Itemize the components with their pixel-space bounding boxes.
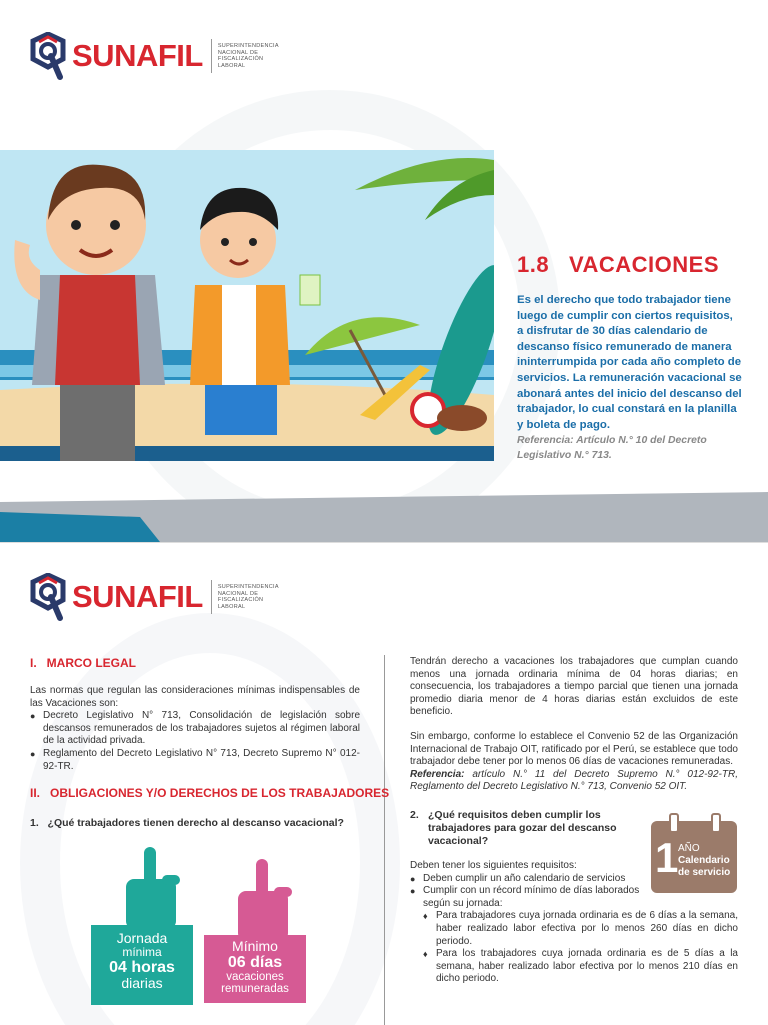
marco-intro: Las normas que regulan las consideraciones mínimas indispensables de las Vacaciones son: — [30, 685, 360, 709]
question-2: 2. ¿Qué requisitos deben cumplir los trabajadores para gozar del descanso vacacional? — [410, 809, 617, 847]
calendar-badge: 1 AÑO Calendario de servicio — [651, 821, 737, 893]
column-divider — [384, 655, 385, 1025]
right-paragraph-2: Sin embargo, conforme lo establece el Convenio 52 de las Organización Internacional de Trabajo OIT, ratificado por el Perú, se establece que todo trabajador debe tener por lo menos 06 días de vacaciones remuneradas. Referencia: artículo N.° 11 del Decreto Supremo N.° 012-92-TR, Reglamento del Decreto Legislativo N.° 713, Convenio 52 OIT. — [410, 731, 738, 793]
list-item: ♦ Para los trabajadores cuya jornada ordinaria es de 5 días a la semana, haber realizado labor efectiva por lo menos 210 días en dicho periodo. — [423, 948, 738, 986]
minimo-card: Mínimo 06 días vacaciones remuneradas — [204, 935, 306, 1003]
page-marco-legal — [0, 542, 768, 1025]
section-heading — [517, 252, 719, 278]
brand-subtitle: SUPERINTENDENCIA NACIONAL DE FISCALIZACIÓN LABORAL — [217, 584, 279, 610]
hand-pointing-icon — [234, 859, 294, 941]
brand-subtitle: SUPERINTENDENCIA NACIONAL DE FISCALIZACIÓN LABORAL — [217, 43, 279, 69]
question-1: 1. ¿Qué trabajadores tienen derecho al descanso vacacional? — [30, 817, 344, 829]
marco-list — [30, 710, 360, 773]
requisitos-body: Deben tener los siguientes requisitos: ● Deben cumplir un año calendario de servicios ● Cumplir con un récord mínimo de días laborados según su jornada: ♦ Para trabajadores cuya jornada ordinaria es de 6 días a la semana, haber realizado labor efectiva por lo menos 260 días en dicho periodo. ♦ Para los trabajadores cuya jornada ordinaria es de 5 días a la semana, haber realizado labor efectiva por lo menos 210 días en dicho periodo. — [410, 860, 738, 986]
list-item: ♦ Para trabajadores cuya jornada ordinaria es de 6 días a la semana, haber realizado labor efectiva por lo menos 260 días en dicho periodo. — [423, 910, 738, 948]
reference-label: Referencia: — [410, 768, 465, 780]
reference-text: artículo N.° 11 del Decreto Supremo N.° 012-92-TR, Reglamento del Decreto Legislativo N.° 713, Convenio 52 OIT. — [410, 768, 738, 793]
logo-divider — [211, 580, 212, 614]
calendar-ring-icon — [711, 813, 721, 833]
sunafil-logo — [30, 573, 279, 621]
list-item: ● Decreto Legislativo N° 713, Consolidación de legislación sobre descansos remunerados de los trabajadores sujetos al régimen laboral de la actividad privada. — [30, 710, 360, 748]
list-item: ● Cumplir con un récord mínimo de días laborados según su jornada: — [410, 885, 642, 910]
marco-legal-title: I. MARCO LEGAL — [30, 656, 136, 670]
brand-name: SUNAFIL — [72, 579, 203, 614]
logo-divider — [211, 39, 212, 73]
sunafil-logo — [30, 32, 279, 80]
sunafil-magnifier-icon — [30, 573, 66, 621]
right-paragraph-1: Tendrán derecho a vacaciones los trabajadores que cumplan cuando menos una jornada ordinaria mínima de 04 horas diarias; en consecuencia, los trabajadores a tiempo parcial que tienen una jornada promedio diaria menor de 4 horas diarias están excluidos de este beneficio. — [410, 656, 738, 718]
obligaciones-title: II. OBLIGACIONES Y/O DERECHOS DE LOS TRABAJADORES — [30, 786, 390, 800]
vacaciones-description: Es el derecho que todo trabajador tiene luego de cumplir con ciertos requisitos, a disfrutar de 30 días calendario de descanso físico remunerado de manera ininterrumpida por cada año completo de servicios. La remuneración vacacional se abonará antes del inicio del descanso del trabajador, lo cual constará en la planilla y boleta de pago. — [517, 294, 742, 431]
list-item: ● Deben cumplir un año calendario de servicios — [410, 873, 642, 886]
hand-pointing-icon — [122, 847, 182, 929]
list-item: ● Reglamento del Decreto Legislativo N° 713, Decreto Supremo N° 012-92-TR. — [30, 748, 360, 773]
jornada-card: Jornada mínima 04 horas diarias — [91, 925, 193, 1005]
calendar-ring-icon — [669, 813, 679, 833]
beach-illustration — [0, 150, 494, 461]
page-footer-band — [0, 492, 768, 542]
sunafil-magnifier-icon — [30, 32, 66, 80]
marco-legal-body — [30, 685, 360, 773]
brand-name: SUNAFIL — [72, 38, 203, 73]
section-number: 1.8 — [517, 252, 550, 277]
vacaciones-reference: Referencia: Artículo N.° 10 del Decreto Legislativo N.° 713. — [517, 435, 707, 461]
section-title: VACACIONES — [568, 252, 719, 277]
